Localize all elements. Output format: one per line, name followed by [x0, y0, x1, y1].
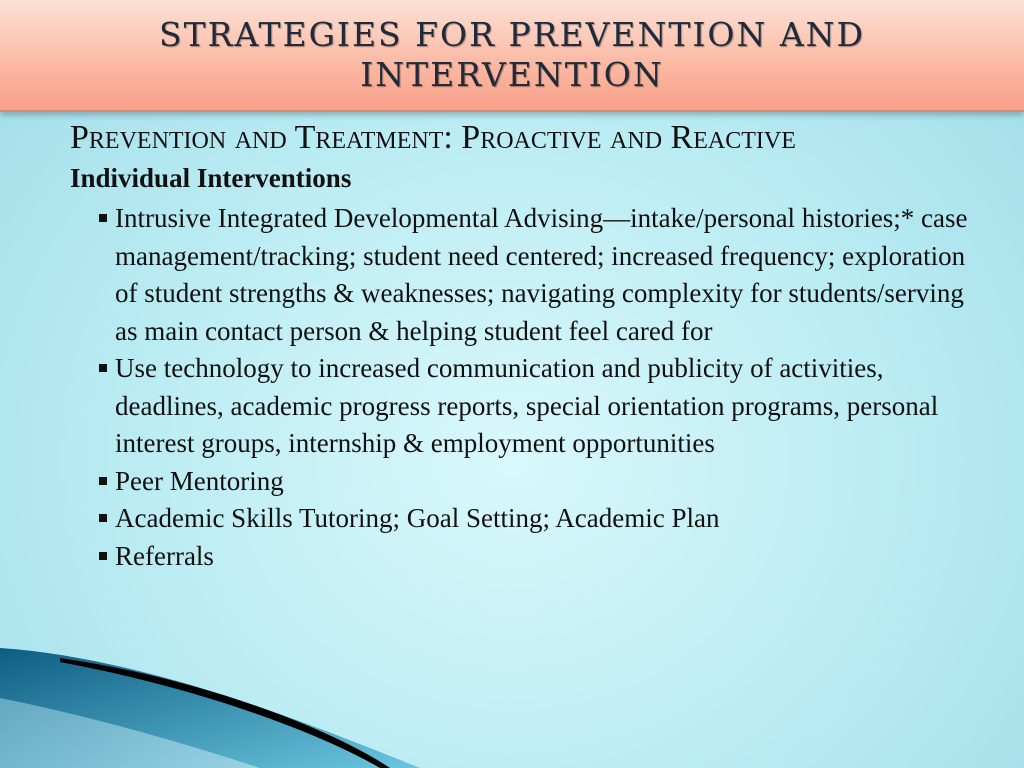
corner-swoosh-shape [0, 648, 420, 768]
bullet-item [115, 200, 970, 350]
section-subheading: Individual Interventions [70, 163, 352, 193]
square-bullet-icon [99, 552, 107, 560]
bullet-text: Use technology to increased communication and publicity of activities, deadlines, academic progress reports, special orientation programs, personal interest groups, internship & employment opportunities [115, 353, 939, 458]
square-bullet-icon [99, 364, 107, 372]
bullet-item [115, 350, 970, 463]
square-bullet-icon [99, 477, 107, 485]
section-heading: Prevention and Treatment: Proactive and Reactive [70, 119, 796, 156]
bullet-text: Referrals [115, 540, 214, 571]
corner-swoosh-highlight [0, 698, 260, 768]
corner-swoosh-stripe [60, 658, 390, 768]
bullet-text: Academic Skills Tutoring; Goal Setting; Academic Plan [115, 503, 720, 533]
slide-content [70, 120, 970, 575]
bullet-item [115, 463, 970, 501]
bullet-item [115, 500, 970, 538]
decorative-corner-swoosh [0, 638, 1024, 768]
bullet-item [115, 538, 970, 576]
bullet-list [70, 200, 970, 575]
slide-title: STRATEGIES FOR PREVENTION AND INTERVENTION [158, 15, 866, 94]
bullet-text: Peer Mentoring [115, 465, 284, 496]
bullet-text: Intrusive Integrated Developmental Advising—intake/personal histories;* case management/tracking; student need centered; increased frequency; exploration of student strengths & weaknesses; navigating complexity for students/serving as main contact person & helping student feel cared for [115, 203, 968, 346]
title-bar [0, 0, 1024, 112]
square-bullet-icon [99, 514, 107, 522]
square-bullet-icon [99, 214, 107, 222]
